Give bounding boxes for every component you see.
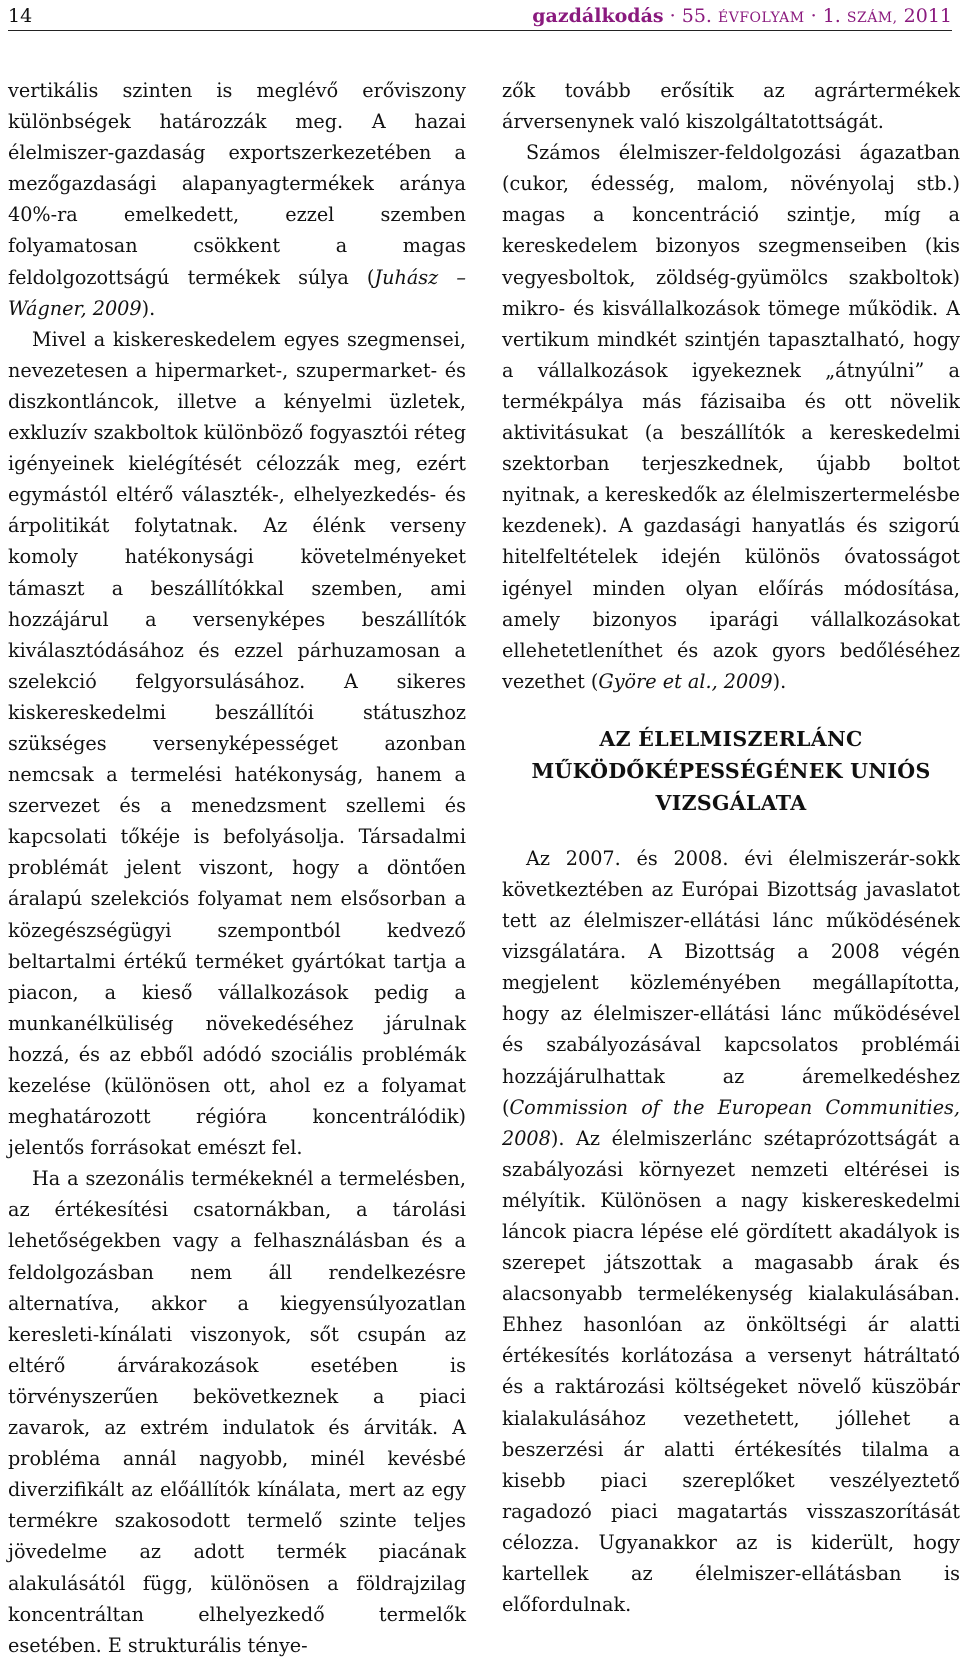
journal-name: gazdálkodás (532, 5, 664, 27)
paragraph: Az 2007. és 2008. évi élelmiszerár-sokk következtében az Európai Bizottság javaslatot tett az élelmiszer-ellátási lánc működésének vizsgálatára. A Bizottság a 2008 végén megjelent közleményében megállapította, hogy az élelmiszer-ellátási lánc működésével és szabályozásával kapcsolatos problémái hozzájárulhattak az áremelkedéshez (Commission of the European Communities, 2008). Az élelmiszerlánc szétaprózottságát a szabályozási környezet nemzeti eltérései is mélyítik. Különösen a nagy kiskereskedelmi láncok piacra lépése elé gördített akadályok is szerepet játszottak a magasabb árak és alacsonyabb termelékenység kialakulásában. Ehhez hasonlóan az önköltségi ár alatti értékesítés korlátozása a versenyt hátráltató és a raktározási költségeket növelő küszöbár kialakulásához vezethetett, jóllehet a beszerzési ár alatti értékesítés tilalma a kisebb piaci szereplőket veszélyeztető ragadozó piaci magatartás visszaszorítását célozza. Ugyanakkor az is kiderült, hogy kartellek az élelmiszer-ellátásban is előfordulnak. (502, 846, 960, 1617)
running-header (8, 0, 952, 31)
citation: Györe et al., 2009 (598, 669, 773, 693)
year: 2011 (903, 5, 952, 27)
paragraph: Számos élelmiszer-feldolgozási ágazatban (cukor, édesség, malom, növényolaj stb.) magas a koncentráció szintje, míg a kereskedelem bizonyos szegmenseiben (kis vegyesboltok, zöldség-gyümölcs szakboltok) mikro- és kisvállalkozások tömege működik. A vertikum mindkét szintjén tapasztalható, hogy a vállalkozások igyekeznek „átnyúlni” a termékpálya más fázisaiba és ott növelik aktivitásukat (a beszállítók a kereskedelmi szektorban terjeszkednek, újabb boltot nyitnak, a kereskedők az élelmiszertermelésbe kezdenek). A gazdasági hanyatlás és szigorú hitelfeltételek idején különös óvatosságot igényel minden olyan előírás módosítása, amely bizonyos iparági vállalkozásokat ellehetetleníthet és azok gyors bedőléséhez vezethet (Györe et al., 2009). (502, 141, 960, 693)
volume-number: 55. (681, 5, 712, 27)
left-column (8, 75, 466, 1661)
citation: Commission of the European Communities, 2008 (502, 1095, 960, 1150)
paragraph: Mivel a kiskereskedelem egyes szegmensei, nevezetesen a hipermarket-, szupermarket- és diszkontláncok, illetve a kényelmi üzletek, exkluzív szakboltok különböző fogyasztói réteg igényeinek kielégítését célozzák meg, ezért egymástól eltérő választék-, elhelyezkedés- és árpolitikát folytatnak. Az élénk verseny komoly hatékonysági követelményeket támaszt a beszállítókkal szemben, ami hozzájárul a versenyképes beszállítók kiválasztódásához és ezzel párhuzamosan a szelekció felgyorsulásához. A sikeres kiskereskedelmi beszállítói státuszhoz szükséges versenyképességet azonban nemcsak a termelési hatékonyság, hanem a szervezet és a menedzsment szellemi és kapcsolati tőkéje is befolyásolja. Társadalmi problémát jelent viszont, hogy a döntően áralapú szelekciós folyamat nem elsősorban a közegészségügyi szempontból kedvező beltartalmi értékű terméket gyártókat tartja a piacon, a kieső vállalkozások pedig a munkanélküliség növekedéséhez járulnak hozzá, és az ebből adódó szociális problémák kezelése (különösen ott, ahol ez a folyamat meghatározott régióra koncentrálódik) jelentős forrásokat emészt fel. (8, 327, 466, 1160)
page-number: 14 (8, 5, 33, 27)
issue-number: 1. (822, 5, 841, 27)
journal-reference (532, 1, 952, 33)
paragraph: Ha a szezonális termékeknél a termelésben, az értékesítési csatornákban, a tárolási lehetőségekben vagy a felhasználásban és a feldolgozásban nem áll rendelkezésre alternatíva, akkor a kiegyensúlyozatlan keresleti-kínálati viszonyok, sőt csupán az eltérő árvárakozások esetében is törvényszerűen bekövetkeznek a piaci zavarok, az extrém indulatok és árviták. A probléma annál nagyobb, minél kevésbé diverzifikált az előállítók kínálata, mert az egy termékre szakosodott termelő szinte teljes jövedelme az adott termék piacának alakulásától függ, különösen a földrajzilag koncentráltan elhelyezkedő termelők esetében. E strukturális ténye- (8, 1167, 466, 1657)
separator-dot: · (669, 5, 676, 27)
volume-label: ÉVFOLYAM (718, 10, 805, 26)
citation: Juhász – Wágner, 2009 (8, 265, 466, 320)
issue-label: SZÁM, (846, 10, 898, 26)
right-column (502, 75, 960, 1620)
paragraph: vertikális szinten is meglévő erőviszony különbségek határozzák meg. A hazai élelmiszer-gazdaság exportszerkezetében a mezőgazdasági alapanyagtermékek aránya 40%-ra emelkedett, ezzel szemben folyamatosan csökkent a magas feldolgozottságú termékek súlya (Juhász – Wágner, 2009). (8, 79, 466, 320)
paragraph: zők tovább erősítik az agrártermékek árversenynek való kiszolgáltatottságát. (502, 79, 960, 134)
section-heading: AZ ÉLELMISZERLÁNC MŰKÖDŐKÉPESSÉGÉNEK UNIÓS VIZSGÁLATA (531, 726, 931, 815)
separator-dot: · (810, 5, 817, 27)
